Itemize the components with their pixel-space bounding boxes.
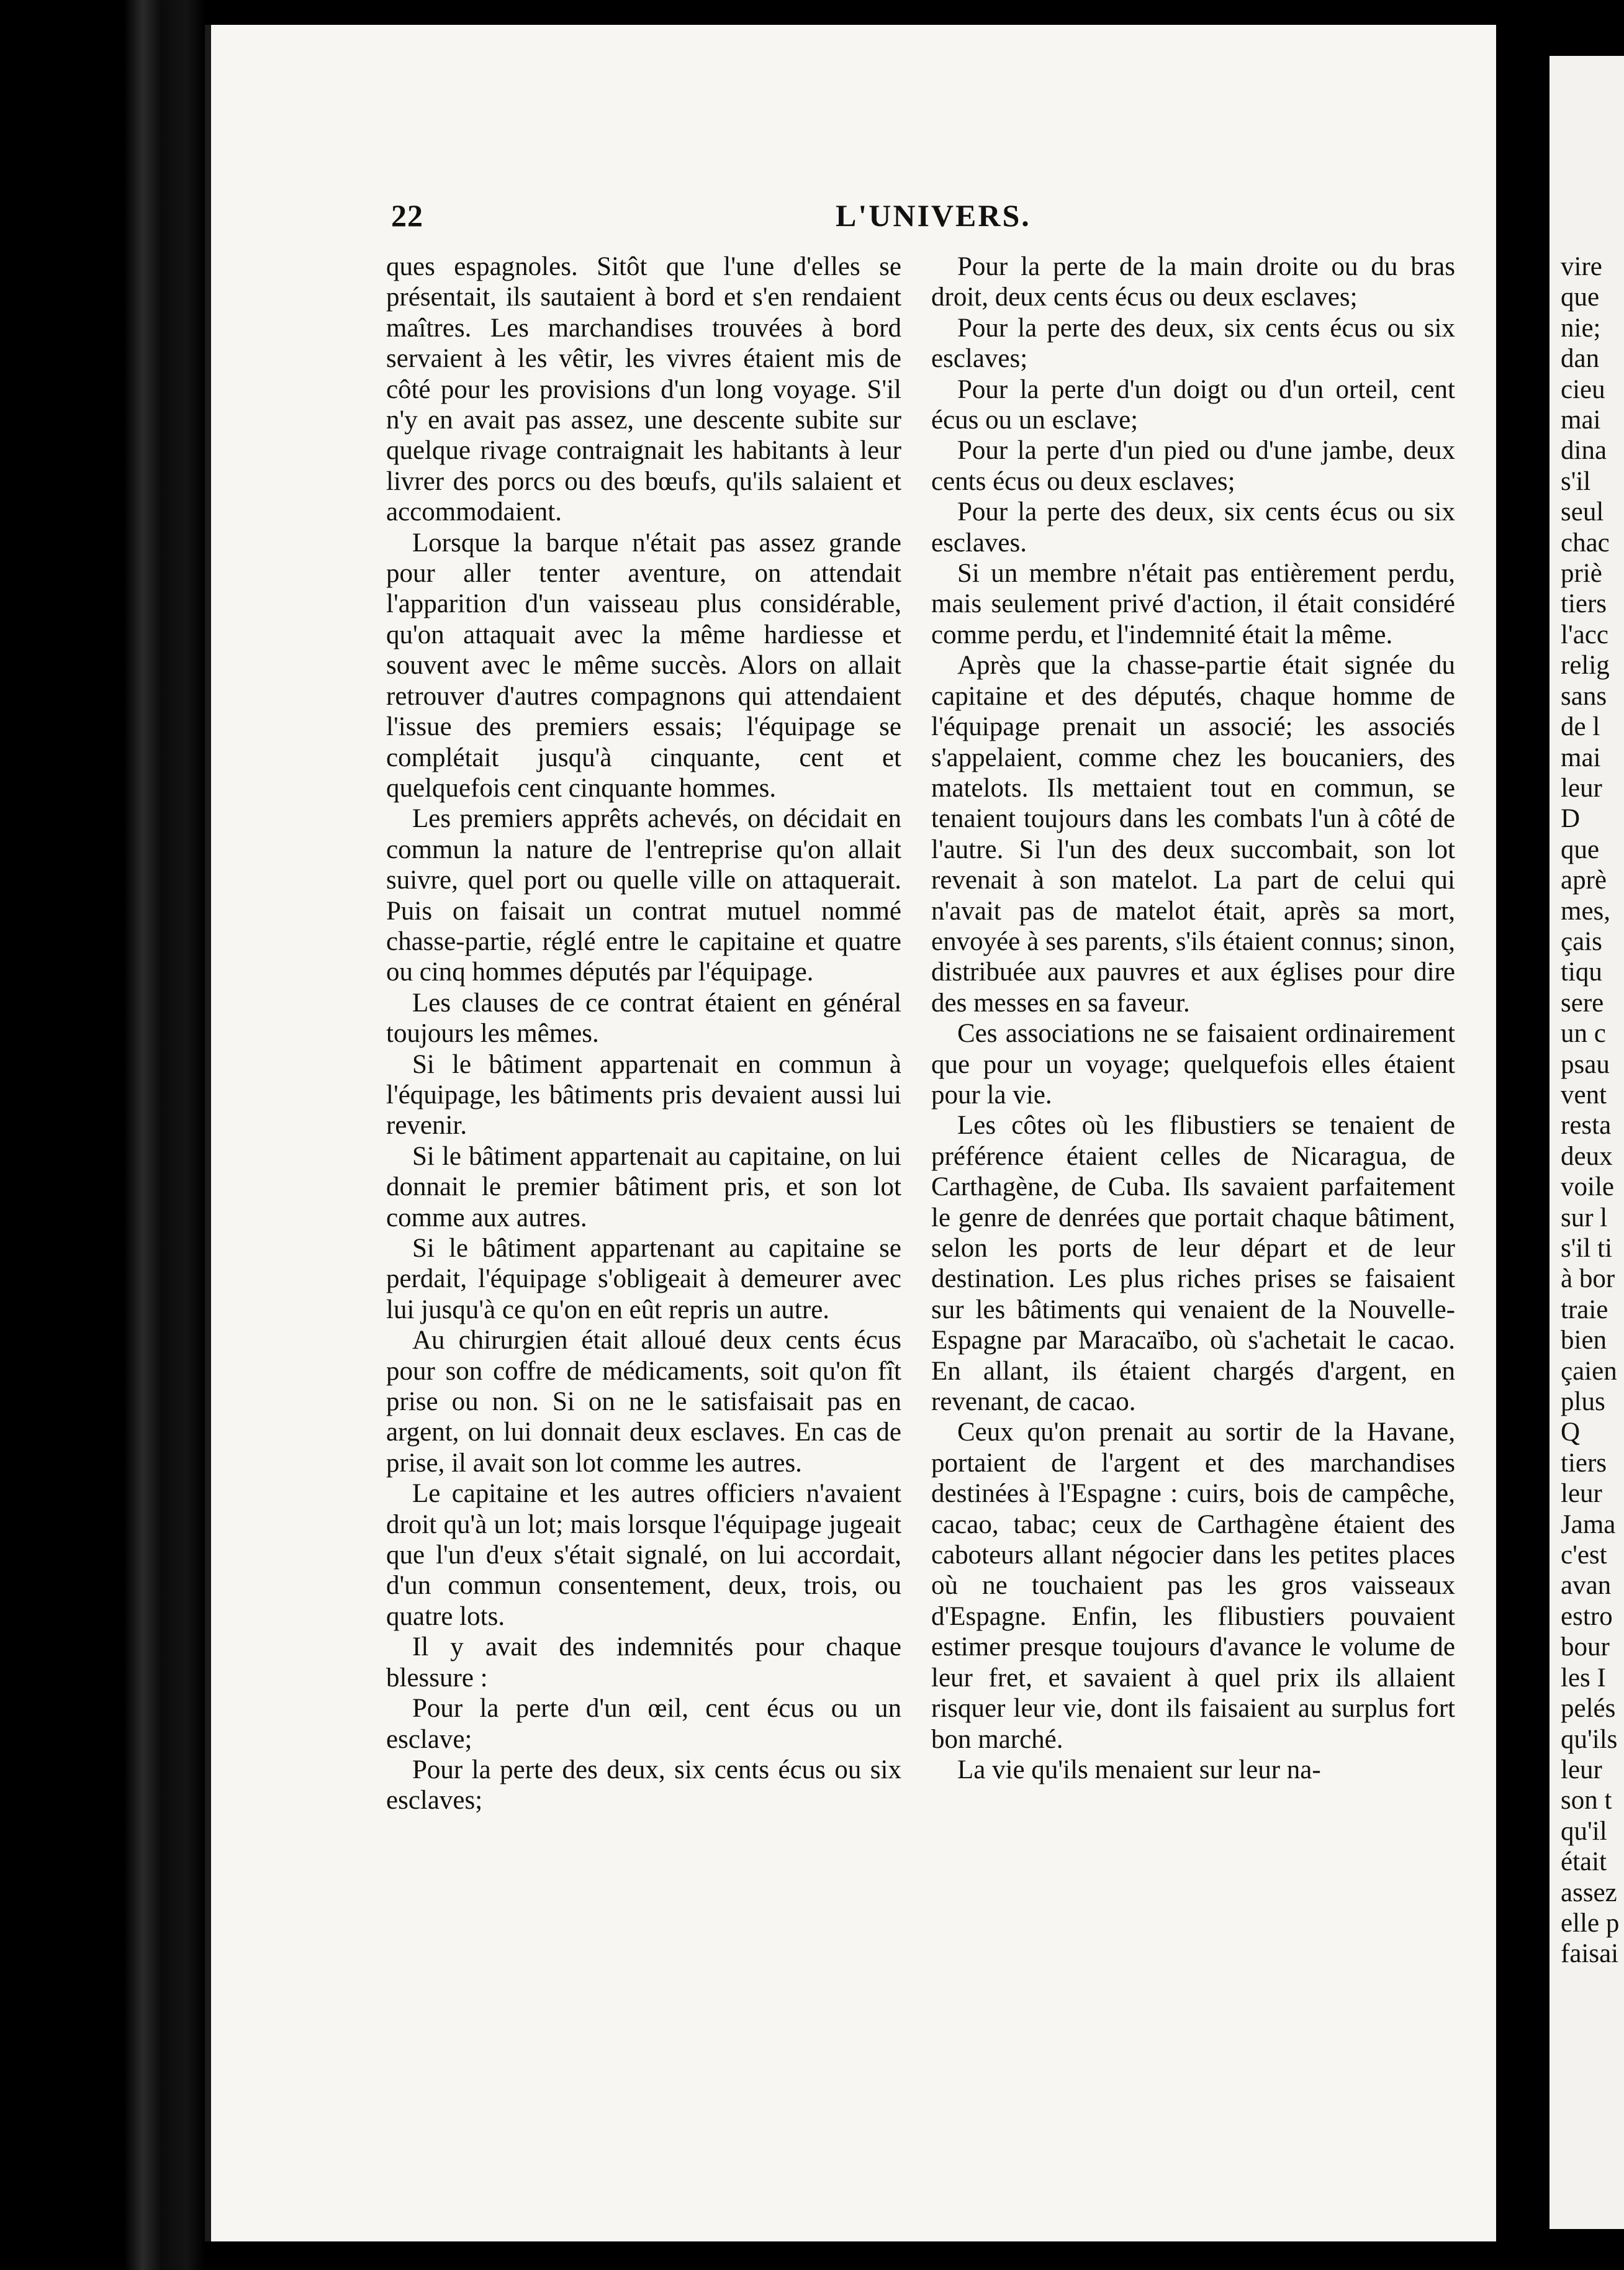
next-page-line: pelés bbox=[1561, 1694, 1616, 1724]
paragraph: Pour la perte des deux, six cents écus ou six esclaves; bbox=[931, 313, 1455, 374]
paragraph: Il y avait des indemnités pour chaque blessure : bbox=[386, 1632, 901, 1693]
next-page-line: sur l bbox=[1561, 1203, 1608, 1232]
next-page-line: un c bbox=[1561, 1019, 1606, 1049]
next-page-line: c'est bbox=[1561, 1540, 1607, 1570]
paragraph: Pour la perte d'un œil, cent écus ou un esclave; bbox=[386, 1694, 901, 1754]
page-number: 22 bbox=[391, 198, 423, 233]
next-page-line: dan bbox=[1561, 344, 1600, 374]
page-gutter bbox=[1496, 0, 1550, 2270]
next-page-line: s'il ti bbox=[1561, 1234, 1613, 1263]
next-page-line: était bbox=[1561, 1847, 1607, 1877]
next-page-line: leur bbox=[1561, 1479, 1602, 1509]
next-page-line: mai bbox=[1561, 405, 1601, 435]
next-page-line: bien bbox=[1561, 1326, 1607, 1355]
right-column bbox=[931, 251, 1455, 1785]
paragraph: Au chirurgien était alloué deux cents écus pour son coffre de médicaments, soit qu'on fît prise ou non. Si on ne le satisfaisait pas en argent, on lui donnait deux esclaves. En cas de prise, il avait son lot comme les autres. bbox=[386, 1326, 901, 1478]
next-page-line: plus bbox=[1561, 1387, 1605, 1417]
next-page-line: les I bbox=[1561, 1663, 1606, 1693]
next-page-line: aprè bbox=[1561, 866, 1607, 895]
next-page-line: à bor bbox=[1561, 1264, 1615, 1294]
next-page-line: l'acc bbox=[1561, 620, 1608, 649]
left-column bbox=[386, 251, 901, 1816]
next-page-line: voile bbox=[1561, 1172, 1614, 1202]
paragraph: Ces associations ne se faisaient ordinairement que pour un voyage; quelquefois elles étaient pour la vie. bbox=[931, 1019, 1455, 1110]
next-page-line: son t bbox=[1561, 1786, 1612, 1816]
next-page-line: mes, bbox=[1561, 896, 1611, 926]
next-page-line: nie; bbox=[1561, 313, 1601, 343]
paragraph: Ceux qu'on prenait au sortir de la Havane, portaient de l'argent et des marchandises destinées à l'Espagne : cuirs, bois de campêche, cacao, tabac; ceux de Carthagène étaient des caboteurs allant négocier dans les petites places où ne touchaient pas les gros vaisseaux d'Espagne. Enfin, les flibustiers pouvaient estimer presque toujours d'avance le volume de leur fret, et savaient à quel prix ils allaient risquer leur vie, dont ils faisaient au surplus fort bon marché. bbox=[931, 1418, 1455, 1754]
next-page-line: que bbox=[1561, 834, 1600, 864]
paragraph: Pour la perte d'un doigt ou d'un orteil, cent écus ou un esclave; bbox=[931, 374, 1455, 435]
next-page-line: leur bbox=[1561, 773, 1602, 803]
paragraph: Si un membre n'était pas entièrement perdu, mais seulement privé d'action, il était considéré comme perdu, et l'indemnité était la même. bbox=[931, 559, 1455, 649]
paragraph: Pour la perte d'un pied ou d'une jambe, deux cents écus ou deux esclaves; bbox=[931, 436, 1455, 496]
next-page-line: tiqu bbox=[1561, 957, 1602, 987]
next-page-line: vent bbox=[1561, 1080, 1607, 1110]
next-page-line: elle p bbox=[1561, 1908, 1620, 1938]
paragraph: Les clauses de ce contrat étaient en général toujours les mêmes. bbox=[386, 988, 901, 1049]
paragraph: Si le bâtiment appartenait au capitaine, on lui donnait le premier bâtiment pris, et son lot comme aux autres. bbox=[386, 1141, 901, 1232]
book-spine bbox=[0, 0, 205, 2270]
next-page-line: chac bbox=[1561, 528, 1610, 558]
next-page-line: assez bbox=[1561, 1878, 1617, 1907]
next-page-line: que bbox=[1561, 283, 1600, 312]
next-page-line: avan bbox=[1561, 1571, 1612, 1601]
paragraph: ques espagnoles. Sitôt que l'une d'elles se présentait, ils sautaient à bord et s'en rendaient maîtres. Les marchandises trouvées à bord servaient à les vêtir, les vivres étaient mis de côté pour les provisions d'un long voyage. S'il n'y en avait pas assez, une descente subite sur quelque rivage contraignait les habitants à leur livrer des porcs ou des bœufs, qu'ils salaient et accommodaient. bbox=[386, 252, 901, 527]
paragraph: Le capitaine et les autres officiers n'avaient droit qu'à un lot; mais lorsque l'équipage jugeait que l'un d'eux s'était signalé, on lui accordait, d'un commun consentement, deux, trois, ou quatre lots. bbox=[386, 1479, 901, 1631]
next-page-line: qu'il bbox=[1561, 1816, 1607, 1846]
next-page-line: Jama bbox=[1561, 1509, 1616, 1539]
paragraph: Après que la chasse-partie était signée du capitaine et des députés, chaque homme de l'équipage prenait un associé; les associés s'appelaient, comme chez les boucaniers, des matelots. Ils mettaient tout en commun, se tenaient toujours dans les combats l'un à côté de l'autre. Si l'un des deux succombait, son lot revenait à son matelot. La part de celui qui n'avait pas de matelot était, après sa mort, envoyée à ses parents, s'ils étaient connus; sinon, distribuée aux pauvres et aux églises pour dire des messes en sa faveur. bbox=[931, 651, 1455, 1018]
paragraph: La vie qu'ils menaient sur leur na- bbox=[957, 1755, 1321, 1784]
next-page-line: çaien bbox=[1561, 1356, 1617, 1386]
paragraph: Pour la perte des deux, six cents écus ou six esclaves; bbox=[386, 1755, 901, 1816]
paragraph: Si le bâtiment appartenant au capitaine se perdait, l'équipage s'obligeait à demeurer avec lui jusqu'à ce qu'on en eût repris un autre. bbox=[386, 1234, 901, 1324]
next-page-line: seul bbox=[1561, 497, 1604, 527]
paragraph: Si le bâtiment appartenait en commun à l'équipage, les bâtiments pris devaient aussi lui revenir. bbox=[386, 1049, 901, 1141]
next-page-line: D bbox=[1561, 804, 1581, 834]
next-page-line: tiers bbox=[1561, 1448, 1607, 1478]
next-page-line: traie bbox=[1561, 1295, 1608, 1324]
next-page-line: leur bbox=[1561, 1755, 1602, 1784]
next-page-line: relig bbox=[1561, 651, 1610, 681]
next-page-line: sans bbox=[1561, 681, 1607, 711]
next-page-line: s'il bbox=[1561, 466, 1591, 496]
paragraph: Les premiers apprêts achevés, on décidait en commun la nature de l'entreprise qu'on allait suivre, quel port ou quelle ville on attaquerait. Puis on faisait un contrat mutuel nommé chasse-partie, réglé entre le capitaine et quatre ou cinq hommes députés par l'équipage. bbox=[386, 804, 901, 987]
next-page-line: de l bbox=[1561, 712, 1600, 742]
paragraph: Lorsque la barque n'était pas assez grande pour aller tenter aventure, on attendait l'apparition d'un vaisseau plus considérable, qu'on attaquait avec la même hardiesse et souvent avec le même succès. Alors on allait retrouver d'autres compagnons qui attendaient l'issue des premiers essais; l'équipage se complétait jusqu'à cinquante, cent et quelquefois cent cinquante hommes. bbox=[386, 528, 901, 803]
next-page-line: faisai bbox=[1561, 1939, 1619, 1969]
next-page-line: çais bbox=[1561, 926, 1602, 956]
next-page-text bbox=[1550, 251, 1624, 1969]
next-page-line: estro bbox=[1561, 1601, 1613, 1631]
next-page-line: Q bbox=[1561, 1418, 1581, 1447]
running-title: L'UNIVERS. bbox=[836, 198, 1031, 233]
next-page-line: sere bbox=[1561, 988, 1604, 1018]
next-page-line: dina bbox=[1561, 436, 1607, 466]
paragraph: Pour la perte de la main droite ou du bras droit, deux cents écus ou deux esclaves; bbox=[931, 252, 1455, 312]
next-page-line: qu'ils bbox=[1561, 1724, 1618, 1754]
next-page-line: vire bbox=[1561, 252, 1602, 281]
paragraph: Les côtes où les flibustiers se tenaient de préférence étaient celles de Nicaragua, de Carthagène, de Cuba. Ils savaient parfaitement le genre de denrées que portait chaque bâtiment, selon les ports de leur départ et de leur destination. Les plus riches prises se faisaient sur les bâtiments qui venaient de la Nouvelle-Espagne par Maracaïbo, où s'achetait le cacao. En allant, ils étaient chargés d'argent, en revenant, de cacao. bbox=[931, 1111, 1455, 1417]
next-page-line: bour bbox=[1561, 1632, 1610, 1662]
next-page-line: deux bbox=[1561, 1141, 1613, 1171]
next-page-line: psau bbox=[1561, 1049, 1610, 1079]
next-page-line: priè bbox=[1561, 559, 1602, 589]
next-page-line: resta bbox=[1561, 1111, 1612, 1141]
next-page-line: cieu bbox=[1561, 374, 1605, 404]
paragraph: Pour la perte des deux, six cents écus ou six esclaves. bbox=[931, 497, 1455, 558]
next-page-line: mai bbox=[1561, 743, 1601, 772]
next-page-line: tiers bbox=[1561, 589, 1607, 619]
next-page-edge bbox=[1550, 56, 1624, 2229]
